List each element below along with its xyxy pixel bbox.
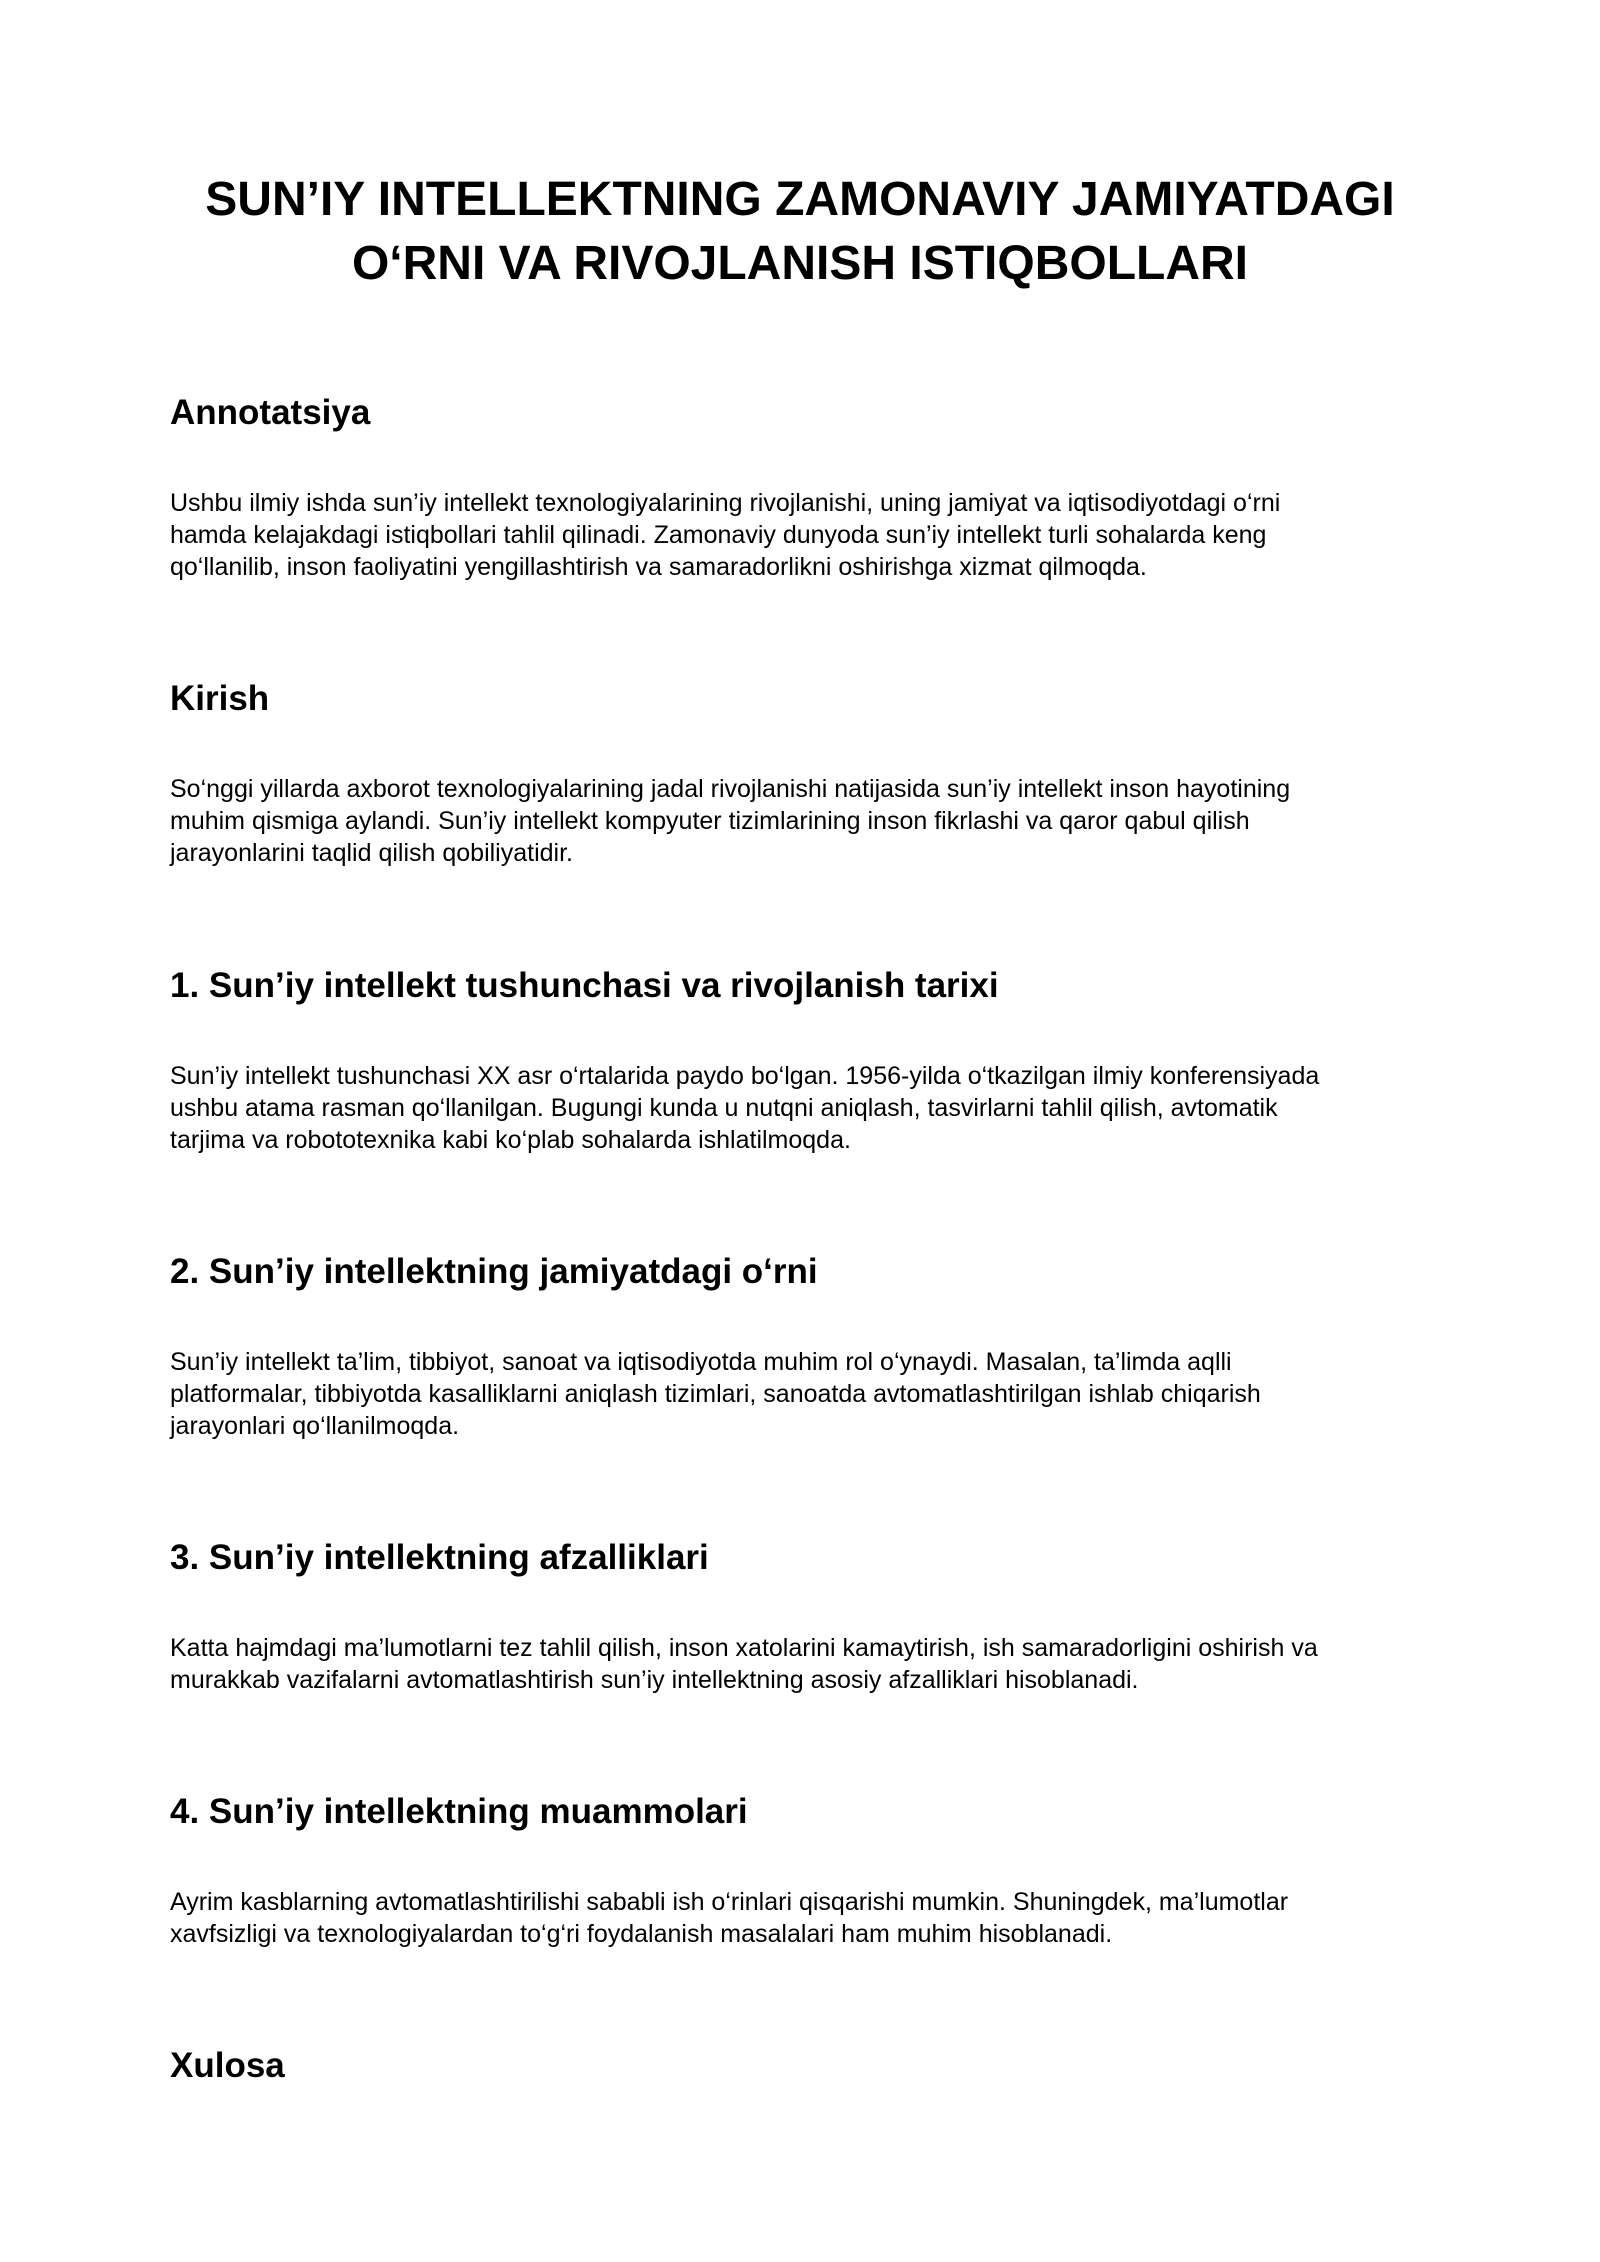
section-xulosa [170,2046,1440,2086]
section-paragraph [170,1060,1440,1156]
paragraph-line: jarayonlari qo‘llanilmoqda. [170,1412,460,1440]
section-kirish [170,679,1440,869]
paragraph-line: Ayrim kasblarning avtomatlashtirilishi sababli ish o‘rinlari qisqarishi mumkin. Shuningdek, ma’lumotlar [170,1888,1289,1916]
title-line: SUN’IY INTELLEKTNING ZAMONAVIY JAMIYATDAGI [205,173,1395,226]
section-4-muammolar [170,1792,1440,1950]
section-3-afzalliklar [170,1538,1440,1696]
section-heading: Annotatsiya [170,393,371,432]
paragraph-line: hamda kelajakdagi istiqbollari tahlil qilinadi. Zamonaviy dunyoda sun’iy intellekt turli sohalarda keng [170,521,1267,549]
section-annotatsiya [170,393,1440,583]
section-1-tarix [170,966,1440,1156]
paragraph-line: Katta hajmdagi ma’lumotlarni tez tahlil qilish, inson xatolarini kamaytirish, ish samaradorligini oshirish va [170,1634,1318,1662]
section-paragraph [170,1346,1440,1442]
section-paragraph [170,1886,1440,1950]
section-paragraph [170,1632,1440,1696]
section-heading: Xulosa [170,2046,285,2085]
paragraph-line: xavfsizligi va texnologiyalardan to‘g‘ri foydalanish masalalari ham muhim hisoblanadi. [170,1920,1113,1948]
paragraph-line: So‘nggi yillarda axborot texnologiyalarining jadal rivojlanishi natijasida sun’iy intellekt inson hayotining [170,775,1291,803]
section-paragraph [170,487,1440,583]
section-heading: 2. Sun’iy intellektning jamiyatdagi o‘rni [170,1252,818,1291]
paragraph-line: Sun’iy intellekt tushunchasi XX asr o‘rtalarida paydo bo‘lgan. 1956-yilda o‘tkazilgan ilmiy konferensiyada [170,1062,1320,1090]
section-heading: Kirish [170,679,270,718]
title-line: O‘RNI VA RIVOJLANISH ISTIQBOLLARI [351,237,1249,290]
paragraph-line: Ushbu ilmiy ishda sun’iy intellekt texnologiyalarining rivojlanishi, uning jamiyat va iqtisodiyotdagi o‘rni [170,489,1281,517]
paragraph-line: qo‘llanilib, inson faoliyatini yengillashtirish va samaradorlikni oshirishga xizmat qilmoqda. [170,553,1147,581]
paragraph-line: platformalar, tibbiyotda kasalliklarni aniqlash tizimlari, sanoatda avtomatlashtirilgan ishlab chiqarish [170,1380,1261,1408]
paragraph-line: ushbu atama rasman qo‘llanilgan. Bugungi kunda u nutqni aniqlash, tasvirlarni tahlil qilish, avtomatik [170,1094,1278,1122]
section-heading: 1. Sun’iy intellekt tushunchasi va rivojlanish tarixi [170,966,999,1005]
paragraph-line: jarayonlarini taqlid qilish qobiliyatidir. [170,839,573,867]
section-2-jamiyat [170,1252,1440,1442]
section-heading: 3. Sun’iy intellektning afzalliklari [170,1538,709,1577]
paragraph-line: tarjima va robototexnika kabi ko‘plab sohalarda ishlatilmoqda. [170,1126,851,1154]
document-title [150,168,1450,296]
paragraph-line: murakkab vazifalarni avtomatlashtirish sun’iy intellektning asosiy afzalliklari hisoblanadi. [170,1666,1139,1694]
section-paragraph [170,773,1440,869]
paragraph-line: Sun’iy intellekt ta’lim, tibbiyot, sanoat va iqtisodiyotda muhim rol o‘ynaydi. Masalan, ta’limda aqlli [170,1348,1232,1376]
paragraph-line: muhim qismiga aylandi. Sun’iy intellekt kompyuter tizimlarining inson fikrlashi va qaror qabul qilish [170,807,1250,835]
section-heading: 4. Sun’iy intellektning muammolari [170,1792,748,1831]
